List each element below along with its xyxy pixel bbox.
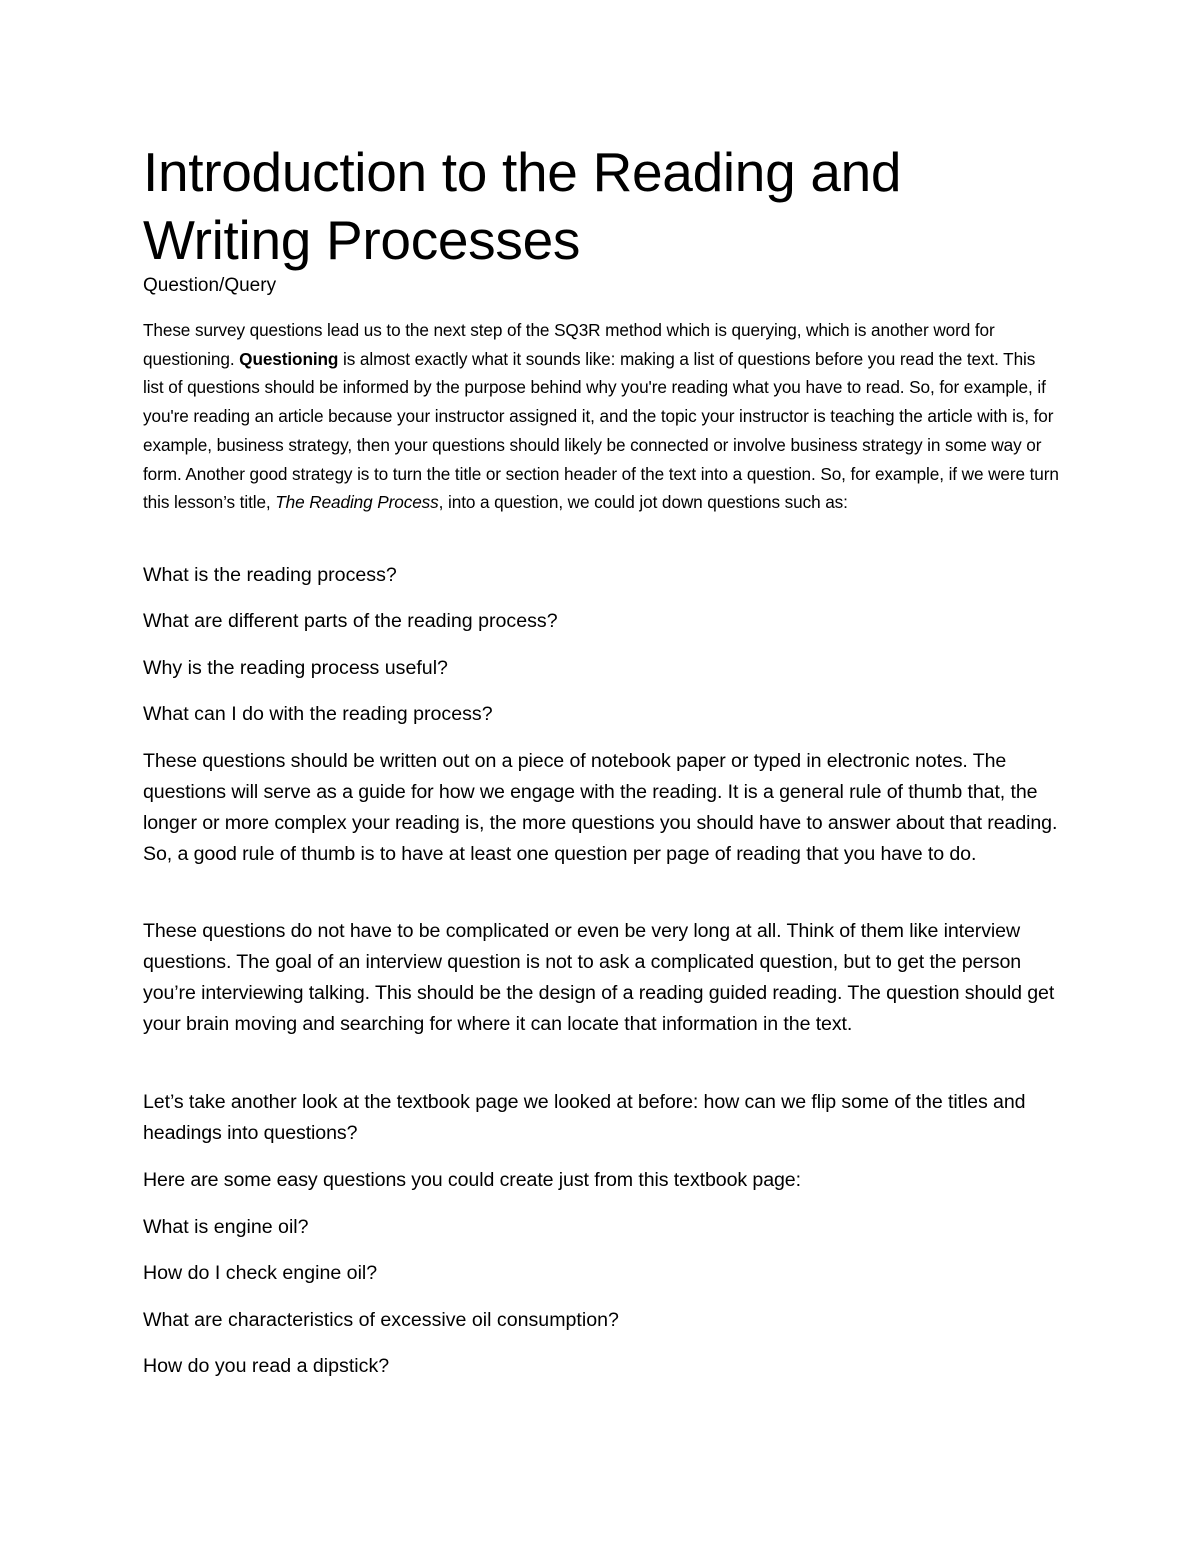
question-item: What are characteristics of excessive oil consumption?	[143, 1309, 619, 1331]
section-subtitle: Question/Query	[143, 275, 277, 296]
notes-paragraph: These questions should be written out on a piece of notebook paper or typed in electronic notes. The questions will serve as a guide for how we engage with the reading. It is a general rule of thumb that, the longer or more complex your reading is, the more questions you should have to answer about that reading. So, a good rule of thumb is to have at least one question per page of reading that you have to do.	[143, 750, 1058, 865]
intro-text-part1: These survey questions lead us to the next step of the SQ3R method which is querying, which is another word for questioning.	[143, 320, 995, 369]
lookback-paragraph: Let’s take another look at the textbook page we looked at before: how can we flip some of the titles and headings into questions?	[143, 1091, 1026, 1144]
question-item: What is the reading process?	[143, 564, 397, 586]
intro-paragraph	[143, 316, 1059, 517]
question-item: Why is the reading process useful?	[143, 657, 448, 679]
question-item: What can I do with the reading process?	[143, 703, 493, 725]
document-title: Introduction to the Reading and Writing Processes	[143, 141, 902, 271]
easy-questions-intro: Here are some easy questions you could create just from this textbook page:	[143, 1169, 801, 1191]
interview-paragraph: These questions do not have to be complicated or even be very long at all. Think of them like interview questions. The goal of an interview question is not to ask a complicated question, but to get the person you’re interviewing talking. This should be the design of a reading guided reading. The question should get your brain moving and searching for where it can locate that information in the text.	[143, 920, 1055, 1035]
question-item: What are different parts of the reading process?	[143, 610, 558, 632]
intro-text-part2: is almost exactly what it sounds like: making a list of questions before you read the text. This list of questions should be informed by the purpose behind why you're reading what you have to read. So, for example, if you're reading an article because your instructor assigned it, and the topic your instructor is teaching the article with is, for example, business strategy, then your questions should likely be connected or involve business strategy in some way or form. Another good strategy is to turn the title or section header of the text into a question. So, for example, if we were turn this lesson’s title,	[143, 348, 1059, 513]
question-item: How do I check engine oil?	[143, 1262, 378, 1284]
intro-italic-title: The Reading Process	[275, 492, 439, 513]
intro-text-part3: , into a question, we could jot down questions such as:	[438, 492, 848, 513]
question-item: What is engine oil?	[143, 1216, 309, 1238]
question-item: How do you read a dipstick?	[143, 1355, 390, 1377]
intro-bold-term: Questioning	[239, 348, 339, 369]
